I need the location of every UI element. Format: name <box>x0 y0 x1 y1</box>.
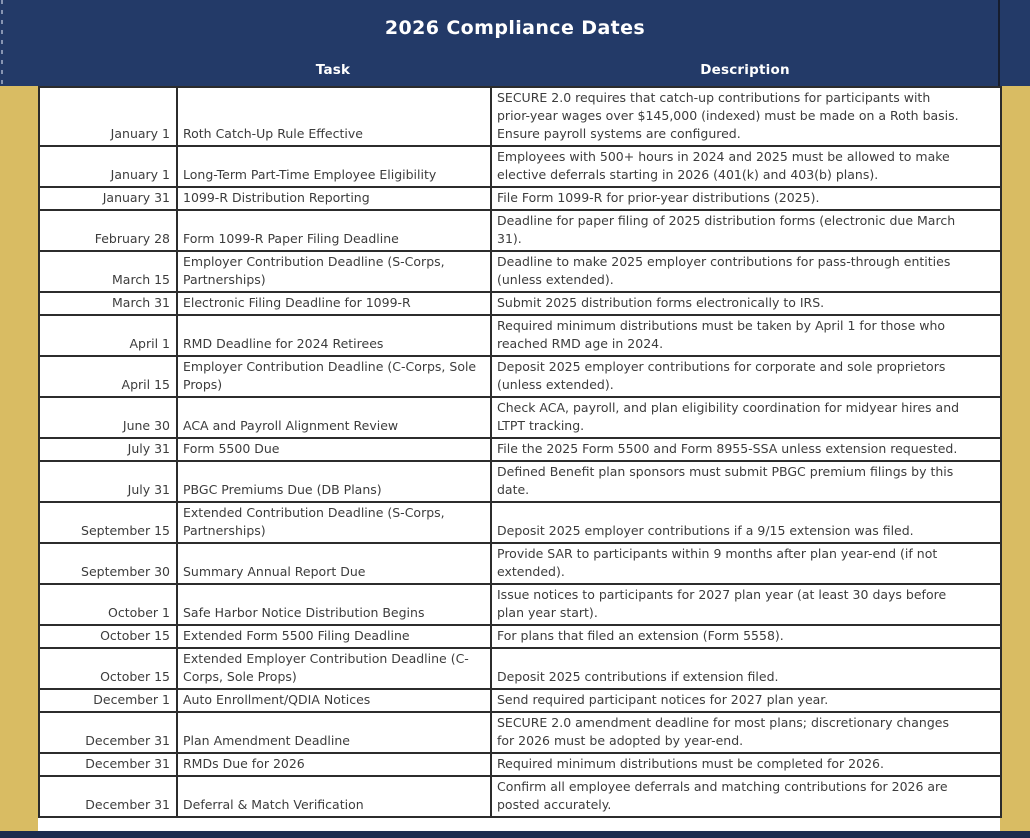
date-cell: January 1 <box>39 146 177 187</box>
table-row <box>39 776 1001 817</box>
task-cell: Form 1099-R Paper Filing Deadline <box>177 210 491 251</box>
date-cell: January 1 <box>39 87 177 146</box>
table-row <box>39 251 1001 292</box>
task-cell: Roth Catch-Up Rule Effective <box>177 87 491 146</box>
date-cell: September 30 <box>39 543 177 584</box>
date-cell: December 31 <box>39 753 177 776</box>
description-cell: Send required participant notices for 2027 plan year. <box>491 689 1001 712</box>
table-header-banner <box>0 0 1030 86</box>
task-cell: Plan Amendment Deadline <box>177 712 491 753</box>
bottom-navy-strip <box>0 831 1030 838</box>
header-divider-line <box>998 0 1000 86</box>
date-cell: July 31 <box>39 461 177 502</box>
compliance-table <box>38 86 1002 818</box>
column-header-description: Description <box>700 62 790 78</box>
task-cell: Extended Employer Contribution Deadline (C-Corps, Sole Props) <box>177 648 491 689</box>
description-cell: Issue notices to participants for 2027 plan year (at least 30 days before plan year start). <box>491 584 1001 625</box>
task-cell: ACA and Payroll Alignment Review <box>177 397 491 438</box>
task-cell: Extended Contribution Deadline (S-Corps, Partnerships) <box>177 502 491 543</box>
task-cell: Summary Annual Report Due <box>177 543 491 584</box>
table-row <box>39 712 1001 753</box>
page-title: 2026 Compliance Dates <box>384 17 646 39</box>
table-row <box>39 87 1001 146</box>
table-row <box>39 689 1001 712</box>
table-row <box>39 438 1001 461</box>
description-cell: Employees with 500+ hours in 2024 and 2025 must be allowed to make elective deferrals starting in 2026 (401(k) and 403(b) plans). <box>491 146 1001 187</box>
date-cell: September 15 <box>39 502 177 543</box>
date-cell: December 1 <box>39 689 177 712</box>
date-cell: October 1 <box>39 584 177 625</box>
description-cell: File Form 1099-R for prior-year distributions (2025). <box>491 187 1001 210</box>
date-cell: February 28 <box>39 210 177 251</box>
description-cell: File the 2025 Form 5500 and Form 8955-SSA unless extension requested. <box>491 438 1001 461</box>
table-row <box>39 584 1001 625</box>
description-cell: Deposit 2025 employer contributions if a 9/15 extension was filed. <box>491 502 1001 543</box>
date-cell: April 1 <box>39 315 177 356</box>
description-cell: SECURE 2.0 requires that catch-up contributions for participants with prior-year wages over $145,000 (indexed) must be made on a Roth basis. Ensure payroll systems are configured. <box>491 87 1001 146</box>
date-cell: June 30 <box>39 397 177 438</box>
table-row <box>39 292 1001 315</box>
table-row <box>39 210 1001 251</box>
task-cell: Electronic Filing Deadline for 1099-R <box>177 292 491 315</box>
description-cell: Submit 2025 distribution forms electronically to IRS. <box>491 292 1001 315</box>
table-row <box>39 315 1001 356</box>
date-cell: December 31 <box>39 712 177 753</box>
right-gold-band <box>1000 86 1030 831</box>
description-cell: Deadline to make 2025 employer contributions for pass-through entities (unless extended). <box>491 251 1001 292</box>
date-cell: December 31 <box>39 776 177 817</box>
description-cell: Deposit 2025 contributions if extension filed. <box>491 648 1001 689</box>
description-cell: Required minimum distributions must be completed for 2026. <box>491 753 1001 776</box>
table-row <box>39 648 1001 689</box>
task-cell: Employer Contribution Deadline (C-Corps, Sole Props) <box>177 356 491 397</box>
table-row <box>39 543 1001 584</box>
description-cell: SECURE 2.0 amendment deadline for most plans; discretionary changes for 2026 must be adopted by year-end. <box>491 712 1001 753</box>
description-cell: Required minimum distributions must be taken by April 1 for those who reached RMD age in 2024. <box>491 315 1001 356</box>
description-cell: Defined Benefit plan sponsors must submit PBGC premium filings by this date. <box>491 461 1001 502</box>
description-cell: Deadline for paper filing of 2025 distribution forms (electronic due March 31). <box>491 210 1001 251</box>
task-cell: RMDs Due for 2026 <box>177 753 491 776</box>
date-cell: March 15 <box>39 251 177 292</box>
task-cell: Auto Enrollment/QDIA Notices <box>177 689 491 712</box>
description-cell: Provide SAR to participants within 9 months after plan year-end (if not extended). <box>491 543 1001 584</box>
column-header-task: Task <box>315 62 351 78</box>
table-row <box>39 753 1001 776</box>
task-cell: Employer Contribution Deadline (S-Corps, Partnerships) <box>177 251 491 292</box>
table-row <box>39 461 1001 502</box>
description-cell: Deposit 2025 employer contributions for corporate and sole proprietors (unless extended). <box>491 356 1001 397</box>
table-row <box>39 397 1001 438</box>
left-gold-band <box>0 86 38 831</box>
table-row <box>39 502 1001 543</box>
task-cell: Deferral & Match Verification <box>177 776 491 817</box>
task-cell: PBGC Premiums Due (DB Plans) <box>177 461 491 502</box>
date-cell: January 31 <box>39 187 177 210</box>
task-cell: Form 5500 Due <box>177 438 491 461</box>
task-cell: RMD Deadline for 2024 Retirees <box>177 315 491 356</box>
date-cell: October 15 <box>39 648 177 689</box>
task-cell: 1099-R Distribution Reporting <box>177 187 491 210</box>
table-row <box>39 187 1001 210</box>
date-cell: March 31 <box>39 292 177 315</box>
task-cell: Long-Term Part-Time Employee Eligibility <box>177 146 491 187</box>
description-cell: For plans that filed an extension (Form 5558). <box>491 625 1001 648</box>
table-row <box>39 146 1001 187</box>
description-cell: Check ACA, payroll, and plan eligibility coordination for midyear hires and LTPT tracking. <box>491 397 1001 438</box>
table-row <box>39 356 1001 397</box>
task-cell: Safe Harbor Notice Distribution Begins <box>177 584 491 625</box>
table-row <box>39 625 1001 648</box>
date-cell: October 15 <box>39 625 177 648</box>
compliance-table-body <box>39 87 1001 817</box>
date-cell: July 31 <box>39 438 177 461</box>
description-cell: Confirm all employee deferrals and matching contributions for 2026 are posted accurately. <box>491 776 1001 817</box>
task-cell: Extended Form 5500 Filing Deadline <box>177 625 491 648</box>
date-cell: April 15 <box>39 356 177 397</box>
